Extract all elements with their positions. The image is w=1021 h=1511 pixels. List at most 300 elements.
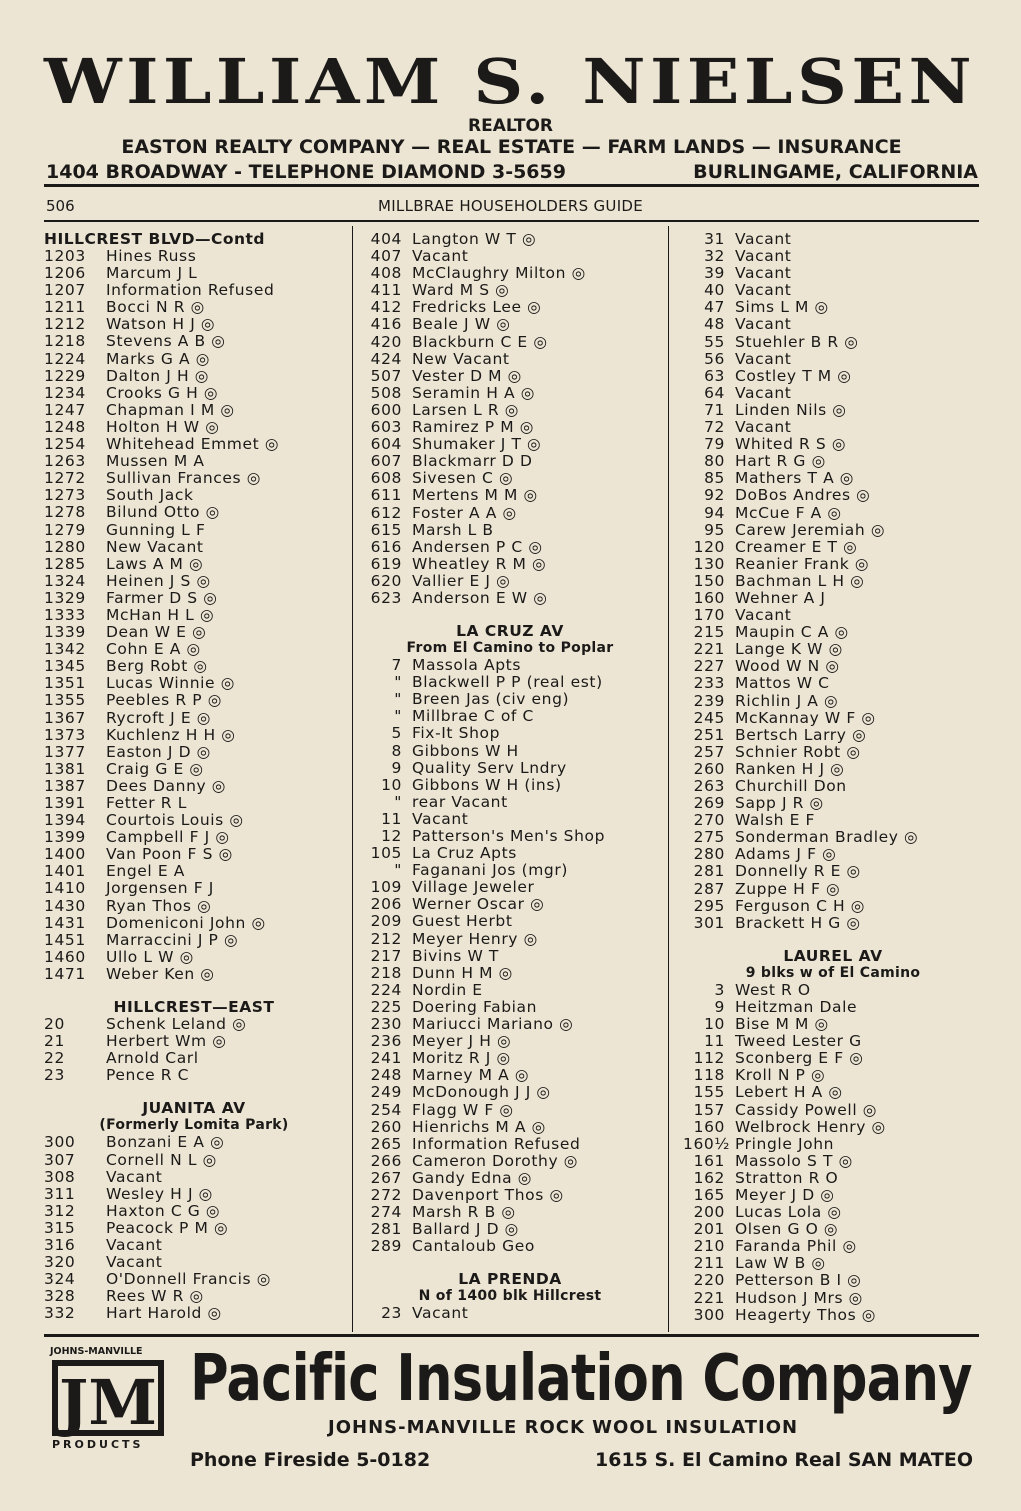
listing-entry (360, 402, 660, 419)
section-spacer (360, 607, 660, 623)
resident-name: Patterson's Men's Shop (412, 827, 606, 845)
resident-name: Welbrock Henry ◎ (735, 1117, 886, 1136)
house-number: 1430 (44, 896, 86, 915)
advertiser-address: 1404 BROADWAY - TELEPHONE DIAMOND 3-5659 (46, 161, 566, 183)
running-title: MILLBRAE HOUSEHOLDERS GUIDE (377, 197, 644, 215)
resident-name: Maupin C A ◎ (735, 623, 849, 642)
listing-entry (683, 1255, 983, 1272)
listing-entry (360, 913, 660, 930)
advertiser-title: REALTOR (467, 116, 554, 136)
listing-entry (44, 299, 344, 316)
house-number: 1451 (44, 930, 86, 949)
resident-name: Ranken H J ◎ (735, 759, 845, 778)
listing-entry (683, 1067, 983, 1084)
footer-product-line: JOHNS-MANVILLE ROCK WOOL INSULATION (328, 1417, 799, 1438)
listing-entry (683, 898, 983, 915)
listing-entry (683, 982, 983, 999)
listing-entry (360, 828, 660, 845)
resident-name: Doering Fabian (412, 997, 538, 1016)
house-number: 23 (44, 1066, 65, 1085)
house-number: 604 (370, 435, 402, 454)
footer-rule (44, 1334, 979, 1337)
resident-name: Rees W R ◎ (106, 1287, 204, 1306)
resident-name: Churchill Don (735, 777, 847, 795)
house-number: 236 (370, 1032, 402, 1051)
listing-column (360, 231, 660, 1322)
resident-name: Vacant (735, 264, 792, 283)
listing-entry (44, 675, 344, 692)
resident-name: Ullo L W ◎ (106, 947, 194, 966)
listing-entry (360, 316, 660, 333)
resident-name: Vacant (106, 1235, 163, 1254)
resident-name: Dunn H M ◎ (412, 963, 513, 982)
house-number: 320 (44, 1253, 76, 1272)
listing-entry (683, 385, 983, 402)
house-number: 1207 (44, 281, 86, 300)
page-number: 506 (46, 197, 75, 215)
listing-entry (360, 999, 660, 1016)
resident-name: Sonderman Bradley ◎ (735, 828, 919, 847)
resident-name: Gibbons W H (ins) (412, 775, 562, 794)
resident-name: Cassidy Powell ◎ (735, 1100, 877, 1119)
house-number: 275 (693, 828, 725, 847)
listing-entry (683, 693, 983, 710)
house-number: 105 (370, 844, 402, 863)
resident-name: Marks G A ◎ (106, 349, 210, 368)
listing-entry (683, 231, 983, 248)
listing-entry (360, 1136, 660, 1153)
house-number: 1394 (44, 811, 86, 830)
resident-name: Van Poon F S ◎ (106, 845, 233, 864)
listing-entry (683, 1084, 983, 1101)
resident-name: Crooks G H ◎ (106, 383, 219, 402)
advertiser-services: EASTON REALTY COMPANY — REAL ESTATE — FARM LANDS — INSURANCE (121, 136, 902, 158)
house-number: 224 (370, 980, 402, 999)
house-number: 39 (704, 264, 725, 283)
house-number: 620 (370, 571, 402, 590)
house-number: 201 (693, 1220, 725, 1239)
resident-name: Bertsch Larry ◎ (735, 725, 867, 744)
listing-entry (360, 556, 660, 573)
listing-entry (360, 1119, 660, 1136)
resident-name: Stratton R O (735, 1168, 839, 1187)
listing-entry (44, 436, 344, 453)
listing-entry (683, 1290, 983, 1307)
house-number: 63 (704, 366, 725, 385)
house-number: 160 (693, 588, 725, 607)
house-number: 165 (693, 1185, 725, 1204)
house-number: 324 (44, 1270, 76, 1289)
resident-name: South Jack (106, 486, 194, 505)
listing-entry (683, 505, 983, 522)
house-number: 239 (693, 691, 725, 710)
resident-name: Blackmarr D D (412, 452, 533, 471)
house-number: 3 (714, 980, 725, 999)
resident-name: Vacant (735, 383, 792, 402)
resident-name: Ward M S ◎ (412, 281, 510, 300)
listing-entry (683, 556, 983, 573)
resident-name: Wheatley R M ◎ (412, 554, 547, 573)
resident-name: Wesley H J ◎ (106, 1184, 213, 1203)
resident-name: Cornell N L ◎ (106, 1150, 217, 1169)
listing-entry (683, 710, 983, 727)
listing-entry (683, 1272, 983, 1289)
resident-name: Larsen L R ◎ (412, 400, 519, 419)
resident-name: Marcum J L (106, 264, 198, 283)
listing-entry (683, 846, 983, 863)
listing-entry (360, 1033, 660, 1050)
resident-name: Donnelly R E ◎ (735, 862, 861, 881)
resident-name: Heitzman Dale (735, 997, 858, 1016)
listing-entry (44, 282, 344, 299)
listing-entry (360, 470, 660, 487)
listing-entry (44, 1016, 344, 1033)
listing-entry (683, 1153, 983, 1170)
listing-entry (44, 624, 344, 641)
resident-name: Dees Danny ◎ (106, 776, 226, 795)
resident-name: Rycroft J E ◎ (106, 708, 211, 727)
resident-name: Lange K W ◎ (735, 640, 843, 659)
listing-entry (44, 863, 344, 880)
resident-name: Vacant (412, 1304, 469, 1323)
listing-entry (44, 778, 344, 795)
listing-entry (683, 316, 983, 333)
resident-name: Breen Jas (civ eng) (412, 690, 570, 709)
resident-name: West R O (735, 980, 811, 999)
listing-entry (44, 812, 344, 829)
resident-name: Seramin H A ◎ (412, 383, 535, 402)
resident-name: Sapp J R ◎ (735, 794, 824, 813)
resident-name: Tweed Lester G (735, 1032, 862, 1051)
house-number: 227 (693, 657, 725, 676)
listing-entry (44, 1203, 344, 1220)
resident-name: Beale J W ◎ (412, 315, 511, 334)
house-number: 8 (391, 741, 402, 760)
listing-entry (360, 487, 660, 504)
house-number: 162 (693, 1168, 725, 1187)
house-number: 120 (693, 537, 725, 556)
house-number: 1387 (44, 776, 86, 795)
resident-name: Lebert H A ◎ (735, 1083, 843, 1102)
resident-name: Campbell F J ◎ (106, 828, 230, 847)
house-number: 251 (693, 725, 725, 744)
resident-name: Hienrichs M A ◎ (412, 1117, 546, 1136)
listing-entry (360, 674, 660, 691)
resident-name: Shumaker J T ◎ (412, 435, 542, 454)
house-number: 616 (370, 537, 402, 556)
listing-entry (44, 1220, 344, 1237)
listing-entry (44, 402, 344, 419)
listing-entry (360, 351, 660, 368)
house-number: 112 (693, 1049, 725, 1068)
resident-name: Sivesen C ◎ (412, 469, 514, 488)
resident-name: Bocci N R ◎ (106, 298, 205, 317)
listing-entry (360, 248, 660, 265)
house-number: 12 (381, 827, 402, 845)
listing-entry (683, 334, 983, 351)
resident-name: Sconberg E F ◎ (735, 1049, 864, 1068)
house-number: 1329 (44, 588, 86, 607)
resident-name: Pence R C (106, 1066, 190, 1085)
listing-entry (683, 1119, 983, 1136)
house-number: 1280 (44, 537, 86, 556)
listing-entry (683, 915, 983, 932)
listing-entry (44, 453, 344, 470)
resident-name: Cohn E A ◎ (106, 640, 201, 659)
listing-entry (360, 931, 660, 948)
listing-entry (683, 351, 983, 368)
house-number: 260 (693, 759, 725, 778)
resident-name: Peebles R P ◎ (106, 691, 222, 710)
house-number: 416 (370, 315, 402, 334)
house-number: 603 (370, 418, 402, 437)
listing-entry (683, 999, 983, 1016)
resident-name: Olsen G O ◎ (735, 1220, 839, 1239)
house-number: 170 (693, 606, 725, 625)
house-number: 1234 (44, 383, 86, 402)
street-heading: HILLCREST—EAST (113, 998, 275, 1017)
resident-name: Fetter R L (106, 794, 187, 812)
listing-entry (360, 777, 660, 794)
listing-entry (683, 1016, 983, 1033)
footer-company-name: Pacific Insulation Company (190, 1342, 972, 1416)
resident-name: Craig G E ◎ (106, 759, 204, 778)
resident-name: Holton H W ◎ (106, 417, 220, 436)
listing-entry (44, 795, 344, 812)
resident-name: Linden Nils ◎ (735, 400, 847, 419)
resident-name: Vacant (106, 1253, 163, 1272)
house-number: 1224 (44, 349, 86, 368)
listing-entry (44, 1033, 344, 1050)
listing-entry (44, 1305, 344, 1322)
listing-column (44, 231, 344, 1322)
resident-name: Lucas Winnie ◎ (106, 674, 235, 693)
listing-entry (360, 522, 660, 539)
listing-entry (360, 573, 660, 590)
resident-name: Kuchlenz H H ◎ (106, 725, 236, 744)
listing-entry (360, 282, 660, 299)
house-number: 1272 (44, 469, 86, 488)
resident-name: Nordin E (412, 980, 483, 999)
listing-entry (44, 710, 344, 727)
listing-entry (683, 402, 983, 419)
house-number: 608 (370, 469, 402, 488)
house-number: " (394, 707, 402, 726)
house-number: 230 (370, 1015, 402, 1034)
listing-entry (683, 641, 983, 658)
listing-entry (44, 248, 344, 265)
house-number: 263 (693, 777, 725, 795)
resident-name: Cameron Dorothy ◎ (412, 1151, 578, 1170)
resident-name: Marsh R B ◎ (412, 1203, 516, 1222)
house-number: 1399 (44, 828, 86, 847)
listing-entry (44, 880, 344, 897)
house-number: 1355 (44, 691, 86, 710)
resident-name: Hines Russ (106, 247, 197, 265)
resident-name: Vester D M ◎ (412, 366, 522, 385)
house-number: 287 (693, 879, 725, 898)
listing-entry (360, 1204, 660, 1221)
house-number: 10 (704, 1015, 725, 1034)
resident-name: Werner Oscar ◎ (412, 895, 545, 914)
house-number: 23 (381, 1304, 402, 1323)
listing-entry (683, 1136, 983, 1153)
resident-name: Vacant (735, 230, 792, 248)
listing-entry (44, 658, 344, 675)
house-number: 10 (381, 775, 402, 794)
listing-entry (360, 368, 660, 385)
street-subheading: N of 1400 blk Hillcrest (418, 1288, 602, 1305)
listing-entry (683, 795, 983, 812)
listing-entry (360, 691, 660, 708)
resident-name: McHan H L ◎ (106, 605, 215, 624)
house-number: 1400 (44, 845, 86, 864)
resident-name: Stevens A B ◎ (106, 332, 226, 351)
listing-entry (683, 573, 983, 590)
listing-entry (44, 368, 344, 385)
house-number: 1263 (44, 452, 86, 471)
listing-entry (44, 573, 344, 590)
house-number: 1229 (44, 366, 86, 385)
house-number: 32 (704, 247, 725, 266)
house-number: 615 (370, 520, 402, 539)
house-number: 94 (704, 503, 725, 522)
listing-entry (44, 1288, 344, 1305)
section-spacer (44, 983, 344, 999)
resident-name: Herbert Wm ◎ (106, 1032, 227, 1051)
house-number: 80 (704, 452, 725, 471)
street-heading: HILLCREST BLVD—Contd (44, 230, 266, 248)
house-number: 200 (693, 1203, 725, 1222)
resident-name: Dean W E ◎ (106, 623, 207, 642)
listing-entry (44, 590, 344, 607)
footer-address: 1615 S. El Camino Real SAN MATEO (595, 1449, 973, 1471)
house-number: 269 (693, 794, 725, 813)
house-number: 225 (370, 997, 402, 1016)
street-heading: LAUREL AV (783, 946, 883, 965)
svg-text:JM: JM (59, 1366, 157, 1439)
resident-name: New Vacant (412, 349, 510, 368)
street-heading: LA PRENDA (458, 1270, 562, 1289)
resident-name: Wehner A J (735, 588, 826, 607)
resident-name: Village Jeweler (412, 878, 535, 897)
resident-name: Stuehler B R ◎ (735, 332, 859, 351)
house-number: 254 (370, 1100, 402, 1119)
advertiser-name: WILLIAM S. NIELSEN (44, 45, 977, 118)
resident-name: Carew Jeremiah ◎ (735, 520, 885, 539)
listing-entry (360, 708, 660, 725)
resident-name: Hart R G ◎ (735, 452, 826, 471)
house-number: 221 (693, 640, 725, 659)
resident-name: Domeniconi John ◎ (106, 913, 266, 932)
listing-entry (683, 658, 983, 675)
house-number: 315 (44, 1218, 76, 1237)
house-number: 220 (693, 1271, 725, 1290)
house-number: 221 (693, 1288, 725, 1307)
resident-name: Marney M A ◎ (412, 1066, 529, 1085)
svg-text:JOHNS-MANVILLE: JOHNS-MANVILLE (50, 1346, 143, 1357)
resident-name: McKannay W F ◎ (735, 708, 876, 727)
resident-name: Schenk Leland ◎ (106, 1015, 247, 1034)
listing-entry (683, 590, 983, 607)
house-number: 300 (693, 1305, 725, 1324)
house-number: " (394, 861, 402, 880)
listing-entry (44, 1237, 344, 1254)
house-number: 31 (704, 230, 725, 248)
street-heading: JUANITA AV (142, 1099, 246, 1118)
house-number: 611 (370, 486, 402, 505)
listing-entry (683, 829, 983, 846)
listing-entry (683, 1033, 983, 1050)
house-number: 40 (704, 281, 725, 300)
resident-name: Adams J F ◎ (735, 845, 837, 864)
listing-entry (44, 1186, 344, 1203)
resident-name: Vacant (735, 418, 792, 437)
listing-entry (683, 1221, 983, 1238)
house-number: 218 (370, 963, 402, 982)
house-number: 79 (704, 435, 725, 454)
resident-name: Bise M M ◎ (735, 1015, 829, 1034)
listing-entry (360, 743, 660, 760)
listing-entry (44, 1134, 344, 1151)
listing-entry (683, 299, 983, 316)
house-number: 1333 (44, 605, 86, 624)
listing-entry (44, 470, 344, 487)
resident-name: Bachman L H ◎ (735, 571, 865, 590)
listing-entry (360, 657, 660, 674)
house-number: 206 (370, 895, 402, 914)
resident-name: DoBos Andres ◎ (735, 486, 871, 505)
listing-entry (44, 607, 344, 624)
house-number: 420 (370, 332, 402, 351)
resident-name: Vacant (735, 247, 792, 266)
house-number: 411 (370, 281, 402, 300)
listing-entry (44, 385, 344, 402)
resident-name: Vacant (735, 606, 792, 625)
resident-name: Watson H J ◎ (106, 315, 216, 334)
house-number: 295 (693, 896, 725, 915)
resident-name: Guest Herbt (412, 912, 513, 931)
listing-entry (360, 948, 660, 965)
listing-column (683, 231, 983, 1324)
house-number: 64 (704, 383, 725, 402)
house-number: 215 (693, 623, 725, 642)
resident-name: Faranda Phil ◎ (735, 1237, 857, 1256)
resident-name: Farmer D S ◎ (106, 588, 218, 607)
resident-name: Cantaloub Geo (412, 1237, 535, 1256)
resident-name: O'Donnell Francis ◎ (106, 1270, 271, 1289)
house-number: " (394, 690, 402, 709)
resident-name: Davenport Thos ◎ (412, 1185, 564, 1204)
resident-name: Whitehead Emmet ◎ (106, 435, 279, 454)
listing-entry (683, 453, 983, 470)
resident-name: New Vacant (106, 537, 204, 556)
listing-entry (44, 761, 344, 778)
resident-name: Laws A M ◎ (106, 554, 204, 573)
resident-name: Massolo S T ◎ (735, 1151, 853, 1170)
listing-entry (683, 1102, 983, 1119)
listing-entry (360, 1238, 660, 1255)
house-number: 211 (693, 1254, 725, 1273)
listing-entry (683, 727, 983, 744)
resident-name: Ramirez P M ◎ (412, 418, 534, 437)
house-number: 507 (370, 366, 402, 385)
listing-entry (360, 590, 660, 607)
resident-name: Heinen J S ◎ (106, 571, 211, 590)
listing-entry (683, 282, 983, 299)
resident-name: Millbrae C of C (412, 707, 534, 726)
listing-entry (360, 1170, 660, 1187)
